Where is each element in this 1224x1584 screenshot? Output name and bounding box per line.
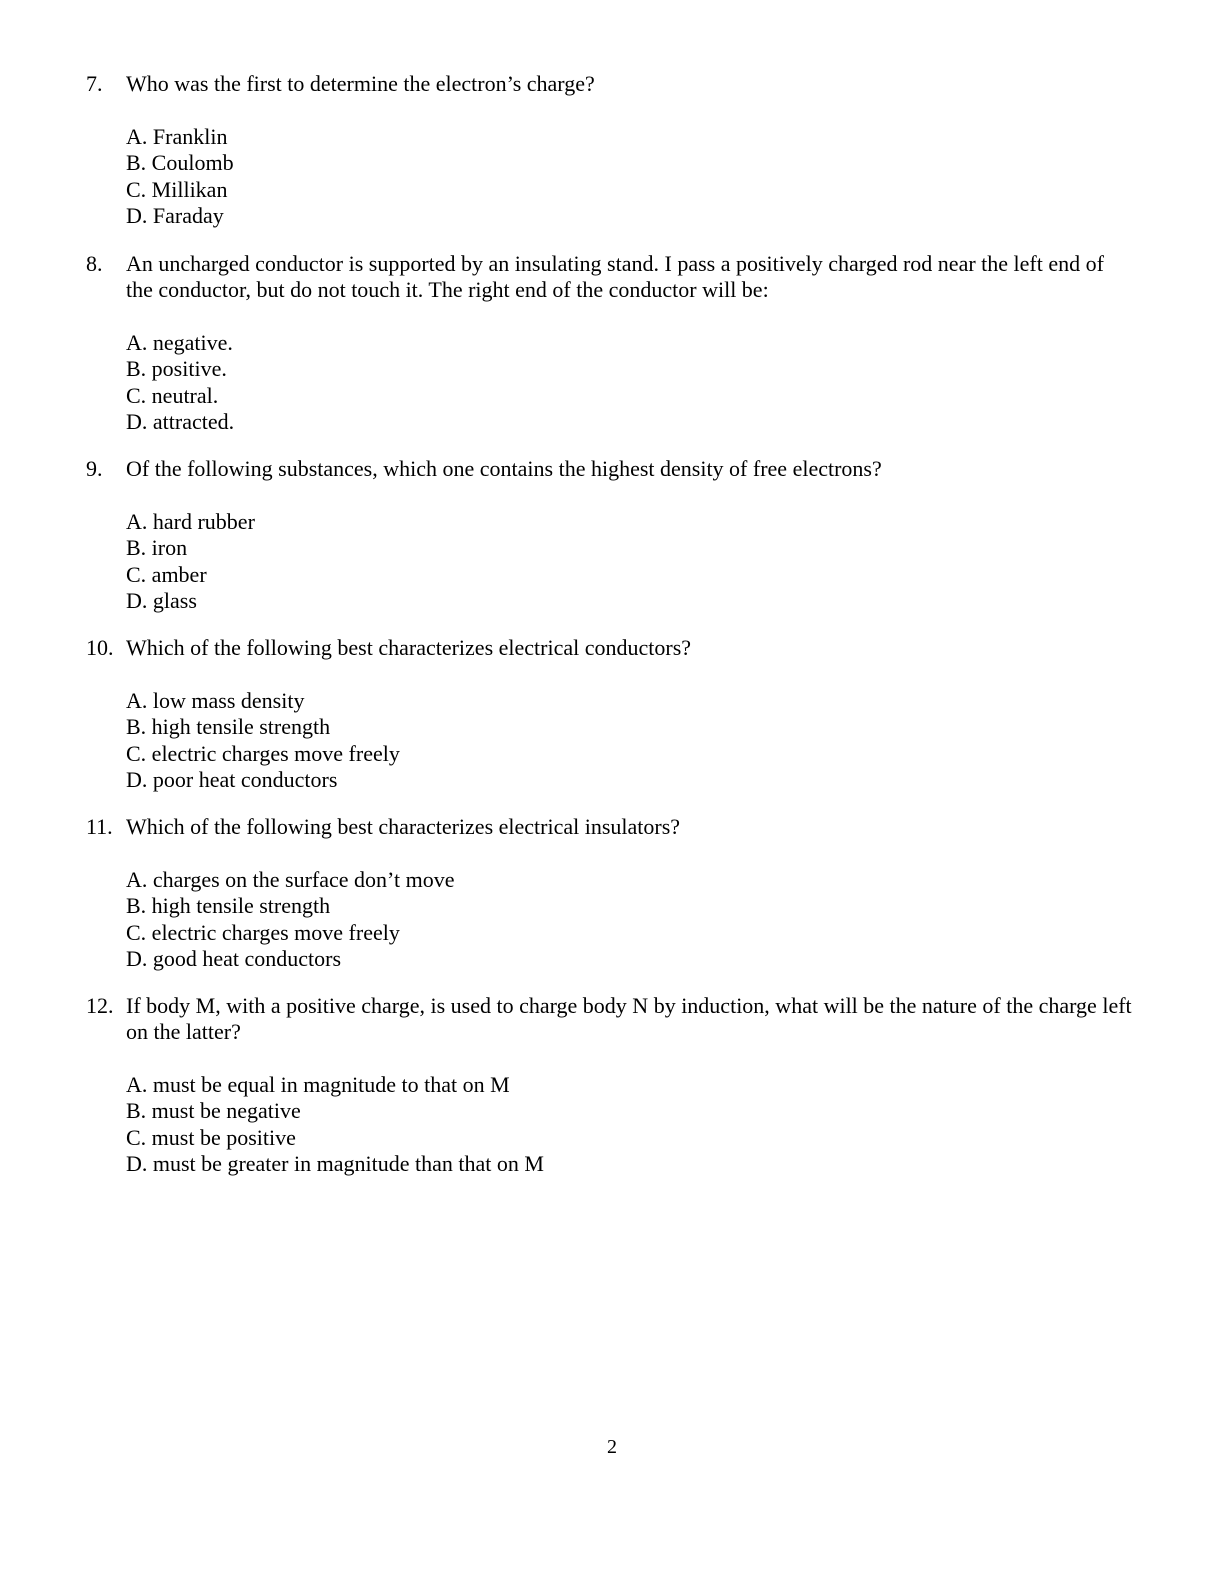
question-number: 10. (86, 635, 114, 660)
choice-d: D. must be greater in magnitude than that on M (126, 1150, 544, 1176)
choice-a: A. charges on the surface don’t move (126, 867, 455, 892)
question-number: 7. (86, 71, 103, 96)
choice-list (126, 1072, 1146, 1177)
question-11 (86, 814, 1146, 972)
choice-d: D. attracted. (126, 408, 235, 434)
choice-a: A. negative. (126, 330, 233, 355)
choice-c: C. Millikan (126, 176, 228, 202)
choice-d: D. good heat conductors (126, 945, 342, 971)
choice-a: A. hard rubber (126, 509, 255, 534)
choice-b: B. high tensile strength (126, 714, 331, 740)
choice-c: C. neutral. (126, 382, 219, 408)
choice-b: B. positive. (126, 356, 227, 382)
choice-a: A. Franklin (126, 124, 228, 149)
choice-b: B. must be negative (126, 1098, 301, 1124)
choice-c: C. amber (126, 561, 207, 587)
choice-list (126, 509, 1146, 614)
choice-c: C. must be positive (126, 1124, 296, 1150)
choice-list (126, 688, 1146, 793)
question-number: 11. (86, 814, 113, 839)
choice-c: C. electric charges move freely (126, 740, 400, 766)
question-number: 8. (86, 251, 103, 276)
choice-a: A. low mass density (126, 688, 305, 713)
choice-b: B. high tensile strength (126, 893, 331, 919)
question-text: Who was the first to determine the electron’s charge? (126, 71, 595, 96)
choice-c: C. electric charges move freely (126, 919, 400, 945)
choice-d: D. poor heat conductors (126, 766, 338, 792)
question-7 (86, 71, 1146, 229)
question-text: Which of the following best characterizes electrical insulators? (126, 814, 681, 839)
question-text: An uncharged conductor is supported by an insulating stand. I pass a positively charged rod near the left end of the conductor, but do not touch it. The right end of the conductor will be: (126, 251, 1104, 302)
question-10 (86, 635, 1146, 793)
question-text: Of the following substances, which one contains the highest density of free electrons? (126, 456, 882, 481)
choice-b: B. Coulomb (126, 150, 234, 176)
page-number: 2 (607, 1436, 617, 1458)
choice-list (126, 867, 1146, 972)
choice-b: B. iron (126, 535, 188, 561)
question-9 (86, 456, 1146, 614)
question-12 (86, 993, 1146, 1177)
question-8 (86, 251, 1146, 435)
question-number: 9. (86, 456, 103, 481)
choice-d: D. glass (126, 587, 197, 613)
question-text: Which of the following best characterizes electrical conductors? (126, 635, 692, 660)
question-number: 12. (86, 993, 114, 1018)
choice-a: A. must be equal in magnitude to that on M (126, 1072, 510, 1097)
question-text: If body M, with a positive charge, is used to charge body N by induction, what will be the nature of the charge left on the latter? (126, 993, 1132, 1044)
choice-d: D. Faraday (126, 202, 224, 228)
choice-list (126, 124, 1146, 229)
choice-list (126, 330, 1146, 435)
